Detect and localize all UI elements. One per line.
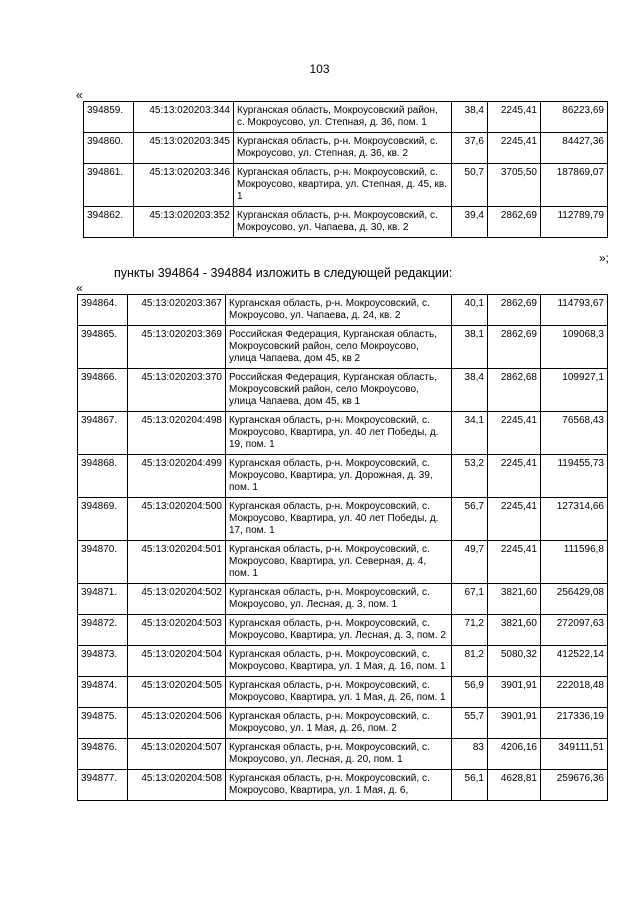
row-number-cell: 394866. [78, 369, 128, 412]
area-cell: 37,6 [452, 133, 488, 164]
address-cell: Курганская область, р-н. Мокроусовский, с. Мокроусово, ул. Лесная, д. 20, пом. 1 [226, 739, 452, 770]
row-number-cell: 394873. [78, 646, 128, 677]
cadastral-number-cell: 45:13:020204:505 [128, 677, 226, 708]
cadastral-number-cell: 45:13:020204:507 [128, 739, 226, 770]
unit-price-cell: 2862,69 [488, 326, 541, 369]
cadastral-number-cell: 45:13:020203:345 [134, 133, 234, 164]
area-cell: 53,2 [452, 455, 488, 498]
table-row [84, 102, 608, 133]
row-number-cell: 394877. [78, 770, 128, 801]
table-row [78, 295, 608, 326]
cadastral-number-cell: 45:13:020204:508 [128, 770, 226, 801]
total-value-cell: 112789,79 [541, 207, 608, 238]
opening-quote-mark: « [76, 88, 83, 102]
address-cell: Курганская область, р-н. Мокроусовский, с. Мокроусово, Квартира, ул. 1 Мая, д. 16, пом. 1 [226, 646, 452, 677]
unit-price-cell: 3901,91 [488, 708, 541, 739]
cadastral-number-cell: 45:13:020203:367 [128, 295, 226, 326]
opening-quote-mark-second: « [76, 281, 83, 295]
cadastral-number-cell: 45:13:020203:346 [134, 164, 234, 207]
area-cell: 38,4 [452, 369, 488, 412]
area-cell: 55,7 [452, 708, 488, 739]
row-number-cell: 394861. [84, 164, 134, 207]
area-cell: 67,1 [452, 584, 488, 615]
table-row [78, 708, 608, 739]
unit-price-cell: 2862,69 [488, 207, 541, 238]
cadastral-number-cell: 45:13:020203:370 [128, 369, 226, 412]
address-cell: Курганская область, р-н. Мокроусовский, с. Мокроусово, Квартира, ул. 1 Мая, д. 6, [226, 770, 452, 801]
address-cell: Российская Федерация, Курганская область, Мокроусовский район, село Мокроусово, улица Чапаева, дом 45, кв 2 [226, 326, 452, 369]
unit-price-cell: 2862,69 [488, 295, 541, 326]
address-cell: Курганская область, р-н. Мокроусовский, с. Мокроусово, квартира, ул. Степная, д. 45, кв. 1 [234, 164, 452, 207]
total-value-cell: 86223,69 [541, 102, 608, 133]
row-number-cell: 394872. [78, 615, 128, 646]
property-table-second-body [78, 295, 608, 801]
total-value-cell: 259676,36 [541, 770, 608, 801]
cadastral-number-cell: 45:13:020203:344 [134, 102, 234, 133]
cadastral-number-cell: 45:13:020204:501 [128, 541, 226, 584]
row-number-cell: 394862. [84, 207, 134, 238]
row-number-cell: 394876. [78, 739, 128, 770]
row-number-cell: 394859. [84, 102, 134, 133]
unit-price-cell: 3705,50 [488, 164, 541, 207]
unit-price-cell: 2245,41 [488, 102, 541, 133]
table-row [78, 369, 608, 412]
row-number-cell: 394870. [78, 541, 128, 584]
total-value-cell: 109927,1 [541, 369, 608, 412]
address-cell: Курганская область, р-н. Мокроусовский, с. Мокроусово, Квартира, ул. Лесная, д. 3, пом. 2 [226, 615, 452, 646]
address-cell: Курганская область, р-н. Мокроусовский, с. Мокроусово, Квартира, ул. Северная, д. 4, пом. 1 [226, 541, 452, 584]
table-row [78, 677, 608, 708]
total-value-cell: 84427,36 [541, 133, 608, 164]
table-row [78, 455, 608, 498]
property-table-first-body [84, 102, 608, 238]
total-value-cell: 217336,19 [541, 708, 608, 739]
cadastral-number-cell: 45:13:020204:503 [128, 615, 226, 646]
total-value-cell: 187869,07 [541, 164, 608, 207]
address-cell: Курганская область, р-н. Мокроусовский, с. Мокроусово, ул. 1 Мая, д. 26, пом. 2 [226, 708, 452, 739]
table-row [78, 584, 608, 615]
total-value-cell: 412522,14 [541, 646, 608, 677]
row-number-cell: 394860. [84, 133, 134, 164]
table-row [78, 326, 608, 369]
area-cell: 71,2 [452, 615, 488, 646]
table-row [78, 615, 608, 646]
row-number-cell: 394874. [78, 677, 128, 708]
row-number-cell: 394875. [78, 708, 128, 739]
table-row [78, 498, 608, 541]
unit-price-cell: 3901,91 [488, 677, 541, 708]
unit-price-cell: 2862,68 [488, 369, 541, 412]
row-number-cell: 394864. [78, 295, 128, 326]
row-number-cell: 394868. [78, 455, 128, 498]
total-value-cell: 256429,08 [541, 584, 608, 615]
address-cell: Курганская область, р-н. Мокроусовский, с. Мокроусово, ул. Чапаева, д. 24, кв. 2 [226, 295, 452, 326]
unit-price-cell: 4206,16 [488, 739, 541, 770]
cadastral-number-cell: 45:13:020204:504 [128, 646, 226, 677]
cadastral-number-cell: 45:13:020203:352 [134, 207, 234, 238]
amendment-instruction: пункты 394864 - 394884 изложить в следующей редакции: [114, 266, 453, 280]
property-table-second [77, 294, 608, 801]
row-number-cell: 394871. [78, 584, 128, 615]
cadastral-number-cell: 45:13:020204:506 [128, 708, 226, 739]
total-value-cell: 222018,48 [541, 677, 608, 708]
total-value-cell: 272097,63 [541, 615, 608, 646]
unit-price-cell: 2245,41 [488, 455, 541, 498]
unit-price-cell: 3821,60 [488, 615, 541, 646]
address-cell: Курганская область, р-н. Мокроусовский, с. Мокроусово, ул. Степная, д. 36, кв. 2 [234, 133, 452, 164]
address-cell: Курганская область, Мокроусовский район, с. Мокроусово, ул. Степная, д. 36, пом. 1 [234, 102, 452, 133]
closing-quote-mark: »; [598, 251, 609, 265]
row-number-cell: 394865. [78, 326, 128, 369]
table-row [78, 770, 608, 801]
unit-price-cell: 2245,41 [488, 133, 541, 164]
address-cell: Курганская область, р-н. Мокроусовский, с. Мокроусово, Квартира, ул. 1 Мая, д. 26, пом. 1 [226, 677, 452, 708]
page-number: 103 [309, 62, 330, 76]
area-cell: 50,7 [452, 164, 488, 207]
total-value-cell: 111596,8 [541, 541, 608, 584]
property-table-first [83, 101, 608, 238]
row-number-cell: 394869. [78, 498, 128, 541]
address-cell: Курганская область, р-н. Мокроусовский, с. Мокроусово, ул. Чапаева, д. 30, кв. 2 [234, 207, 452, 238]
cadastral-number-cell: 45:13:020204:498 [128, 412, 226, 455]
row-number-cell: 394867. [78, 412, 128, 455]
table-row [78, 412, 608, 455]
address-cell: Курганская область, р-н. Мокроусовский, с. Мокроусово, Квартира, ул. Дорожная, д. 39, пом. 1 [226, 455, 452, 498]
table-row [84, 207, 608, 238]
table-row [84, 133, 608, 164]
cadastral-number-cell: 45:13:020203:369 [128, 326, 226, 369]
area-cell: 39,4 [452, 207, 488, 238]
table-row [78, 646, 608, 677]
total-value-cell: 119455,73 [541, 455, 608, 498]
area-cell: 56,1 [452, 770, 488, 801]
total-value-cell: 109068,3 [541, 326, 608, 369]
cadastral-number-cell: 45:13:020204:499 [128, 455, 226, 498]
total-value-cell: 349111,51 [541, 739, 608, 770]
area-cell: 34,1 [452, 412, 488, 455]
area-cell: 38,1 [452, 326, 488, 369]
table-row [78, 739, 608, 770]
area-cell: 56,9 [452, 677, 488, 708]
area-cell: 40,1 [452, 295, 488, 326]
cadastral-number-cell: 45:13:020204:500 [128, 498, 226, 541]
unit-price-cell: 4628,81 [488, 770, 541, 801]
total-value-cell: 76568,43 [541, 412, 608, 455]
unit-price-cell: 5080,32 [488, 646, 541, 677]
total-value-cell: 127314,66 [541, 498, 608, 541]
area-cell: 83 [452, 739, 488, 770]
total-value-cell: 114793,67 [541, 295, 608, 326]
address-cell: Курганская область, р-н. Мокроусовский, с. Мокроусово, Квартира, ул. 40 лет Победы, д. 17, пом. 1 [226, 498, 452, 541]
cadastral-number-cell: 45:13:020204:502 [128, 584, 226, 615]
unit-price-cell: 2245,41 [488, 498, 541, 541]
area-cell: 38,4 [452, 102, 488, 133]
address-cell: Российская Федерация, Курганская область, Мокроусовский район, село Мокроусово, улица Чапаева, дом 45, кв 1 [226, 369, 452, 412]
area-cell: 49,7 [452, 541, 488, 584]
address-cell: Курганская область, р-н. Мокроусовский, с. Мокроусово, ул. Лесная, д. 3, пом. 1 [226, 584, 452, 615]
unit-price-cell: 2245,41 [488, 412, 541, 455]
area-cell: 81,2 [452, 646, 488, 677]
address-cell: Курганская область, р-н. Мокроусовский, с. Мокроусово, Квартира, ул. 40 лет Победы, д. 19, пом. 1 [226, 412, 452, 455]
table-row [78, 541, 608, 584]
unit-price-cell: 2245,41 [488, 541, 541, 584]
unit-price-cell: 3821,60 [488, 584, 541, 615]
area-cell: 56,7 [452, 498, 488, 541]
table-row [84, 164, 608, 207]
